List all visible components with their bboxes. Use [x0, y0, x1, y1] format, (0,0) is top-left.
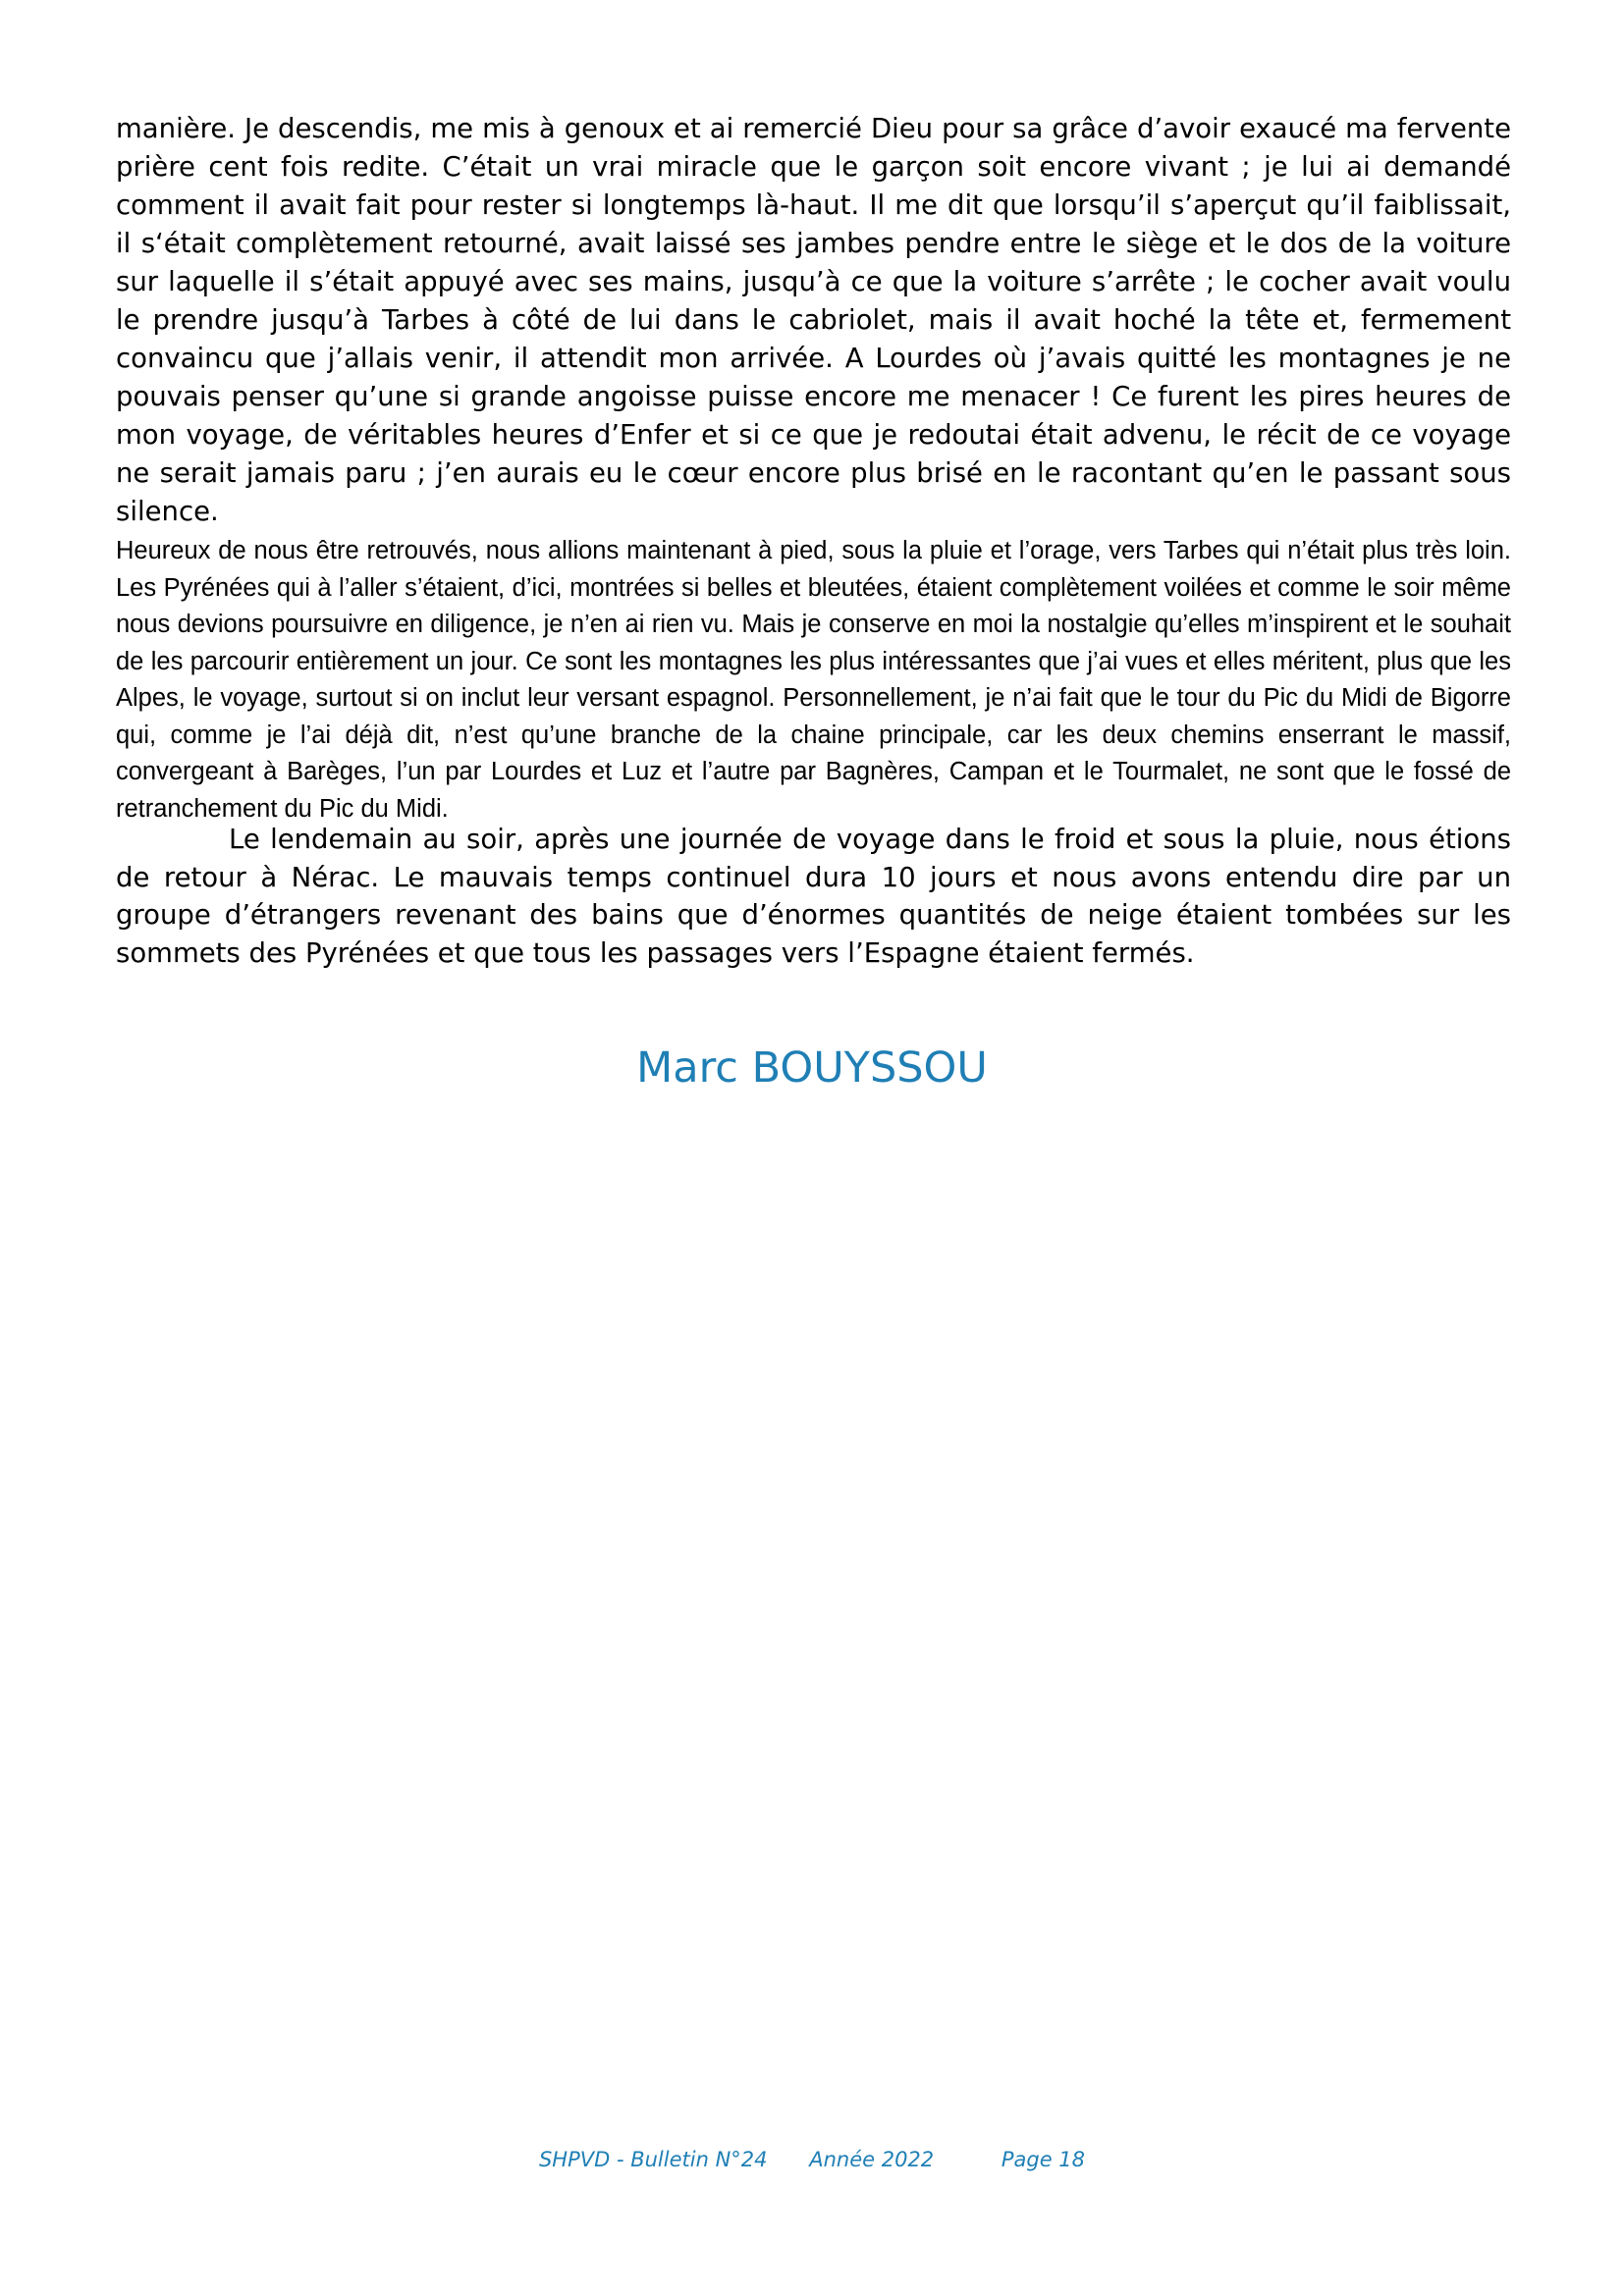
- body-paragraph-2: Heureux de nous être retrouvés, nous allions maintenant à pied, sous la pluie et l’orage, vers Tarbes qui n’était plus très loin. Les Pyrénées qui à l’aller s’étaient, d’ici, montrées si belles et bleutées, étaient complètement voilées et comme le soir même nous devions poursuivre en diligence, je n’en ai rien vu. Mais je conserve en moi la nostalgie qu’elles m’inspirent et le souhait de les parcourir entièrement un jour. Ce sont les montagnes les plus intéressantes que j’ai vues et elles méritent, plus que les Alpes, le voyage, surtout si on inclut leur versant espagnol. Personnellement, je n’ai fait que le tour du Pic du Midi de Bigorre qui, comme je l’ai déjà dit, n’est qu’une branche de la chaine principale, car les deux chemins enserrant le massif, convergeant à Barèges, l’un par Lourdes et Luz et l’autre par Bagnères, Campan et le Tourmalet, ne sont que le fossé de retranchement du Pic du Midi.: [116, 537, 1511, 823]
- author-signature: Marc BOUYSSOU: [636, 1043, 988, 1093]
- body-paragraph-1: manière. Je descendis, me mis à genoux et ai remercié Dieu pour sa grâce d’avoir exaucé ma fervente prière cent fois redite. C’était un vrai miracle que le garçon soit encore vivant ; je lui ai demandé comment il avait fait pour rester si longtemps là-haut. Il me dit que lorsqu’il s’aperçut qu’il faiblissait, il s‘était complètement retourné, avait laissé ses jambes pendre entre le siège et le dos de la voiture sur laquelle il s’était appuyé avec ses mains, jusqu’à ce que la voiture s’arrête ; le cocher avait voulu le prendre jusqu’à Tarbes à côté de lui dans le cabriolet, mais il avait hoché la tête et, fermement convaincu que j’allais venir, il attendit mon arrivée. A Lourdes où j’avais quitté les montagnes je ne pouvais penser qu’une si grande angoisse puisse encore me menacer ! Ce furent les pires heures de mon voyage, de véritables heures d’Enfer et si ce que je redoutai était advenu, le récit de ce voyage ne serait jamais paru ; j’en aurais eu le cœur encore plus brisé en le racontant qu’en le passant sous silence.: [116, 113, 1511, 527]
- footer-page-number: Page 18: [1001, 2148, 1086, 2171]
- footer-publication: SHPVD - Bulletin N°24: [538, 2148, 768, 2171]
- page-footer: [0, 2146, 1624, 2173]
- footer-year: Année 2022: [809, 2148, 935, 2171]
- body-paragraph-3: Le lendemain au soir, après une journée de voyage dans le froid et sous la pluie, nous étions de retour à Nérac. Le mauvais temps continuel dura 10 jours et nous avons entendu dire par un groupe d’étrangers revenant des bains que d’énormes quantités de neige étaient tombées sur les sommets des Pyrénées et que tous les passages vers l’Espagne étaient fermés.: [116, 824, 1511, 969]
